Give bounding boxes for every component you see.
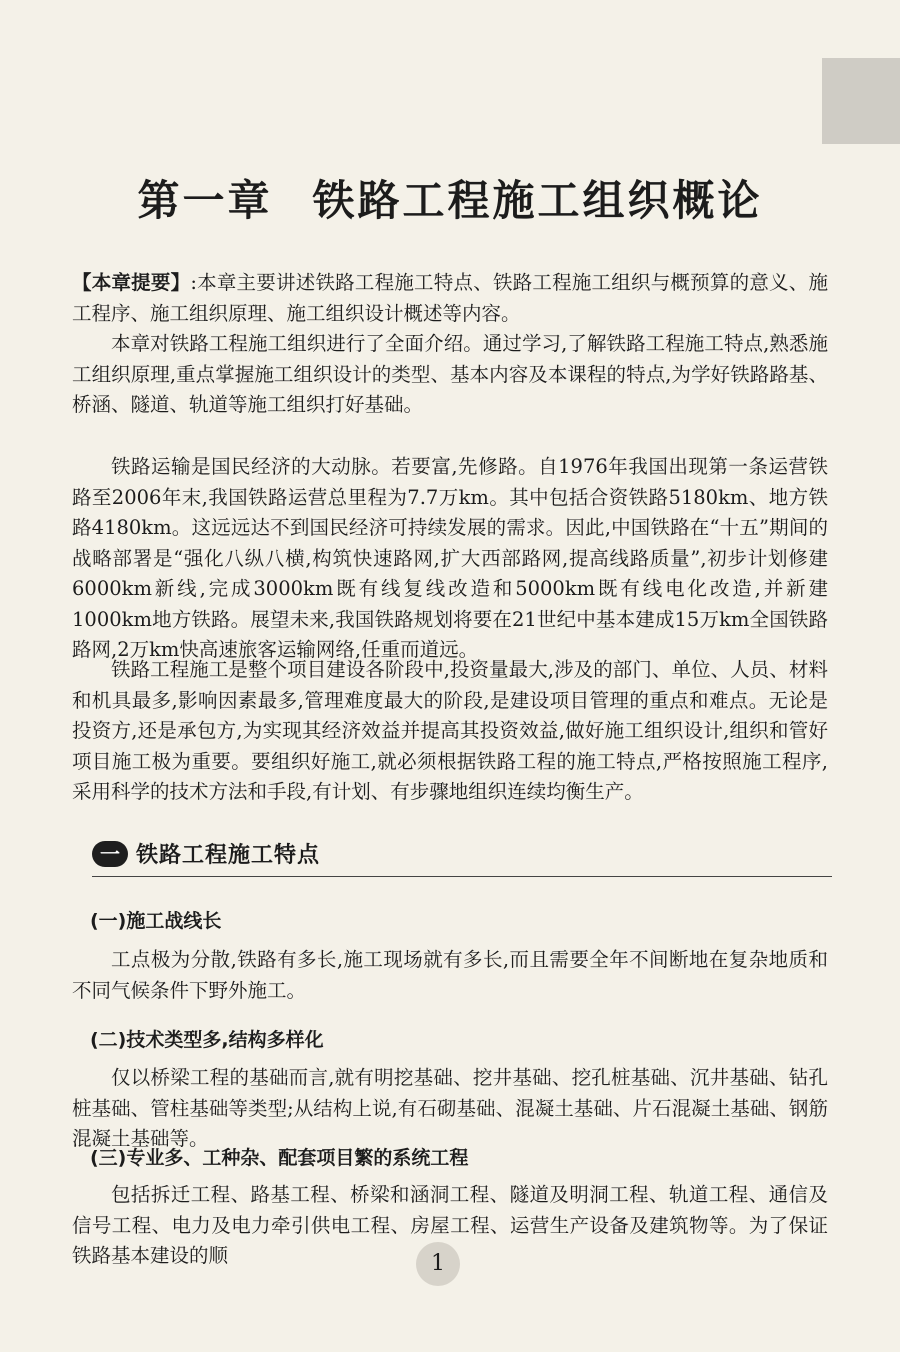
body-paragraph: 铁路工程施工是整个项目建设各阶段中,投资量最大,涉及的部门、单位、人员、材料和机具最多,影响因素最多,管理难度最大的阶段,是建设项目管理的重点和难点。无论是投资方,还是承包方,为实现其经济效益并提高其投资效益,做好施工组织设计,组织和管好项目施工极为重要。要组织好施工,就必须根据铁路工程的施工特点,严格按照施工程序,采用科学的技术方法和手段,有计划、有步骤地组织连续均衡生产。 (72, 658, 828, 803)
subsection-text: 包括拆迁工程、路基工程、桥梁和涵洞工程、隧道及明洞工程、轨道工程、通信及信号工程、电力及电力牵引供电工程、房屋工程、运营生产设备及建筑物等。为了保证铁路基本建设的顺 (72, 1183, 828, 1267)
chapter-summary (72, 268, 828, 329)
subsection-text: 工点极为分散,铁路有多长,施工现场就有多长,而且需要全年不间断地在复杂地质和不同气候条件下野外施工。 (72, 948, 828, 1002)
summary-label: 【本章提要】 (72, 271, 191, 294)
chapter-name: 铁路工程施工组织概论 (312, 176, 763, 225)
page-number: 1 (416, 1242, 460, 1286)
subsection-text: 仅以桥梁工程的基础而言,就有明挖基础、挖井基础、挖孔桩基础、沉井基础、钻孔桩基础、管柱基础等类型;从结构上说,有石砌基础、混凝土基础、片石混凝土基础、钢筋混凝土基础等。 (72, 1066, 828, 1150)
chapter-number: 第一章 (137, 176, 273, 225)
body-paragraph: 铁路运输是国民经济的大动脉。若要富,先修路。自1976年我国出现第一条运营铁路至2006年末,我国铁路运营总里程为7.7万km。其中包括合资铁路5180km、地方铁路4180km。这远远达不到国民经济可持续发展的需求。因此,中国铁路在“十五”期间的战略部署是“强化八纵八横,构筑快速路网,扩大西部路网,提高线路质量”,初步计划修建6000km新线,完成3000km既有线复线改造和5000km既有线电化改造,并新建1000km地方铁路。展望未来,我国铁路规划将要在21世纪中基本建成15万km全国铁路路网,2万km快高速旅客运输网络,任重而道远。 (72, 455, 828, 661)
subsection-heading: (三)专业多、工种杂、配套项目繁的系统工程 (90, 1147, 469, 1169)
summary-text: :本章主要讲述铁路工程施工特点、铁路工程施工组织与概预算的意义、施工程序、施工组织原理、施工组织设计概述等内容。 (72, 271, 828, 325)
subsection-heading: (二)技术类型多,结构多样化 (90, 1029, 324, 1051)
intro-paragraph: 本章对铁路工程施工组织进行了全面介绍。通过学习,了解铁路工程施工特点,熟悉施工组织原理,重点掌握施工组织设计的类型、基本内容及本课程的特点,为学好铁路路基、桥涵、隧道、轨道等施工组织打好基础。 (72, 332, 828, 416)
subsection-heading: (一)施工战线长 (90, 910, 222, 932)
chapter-title (0, 168, 900, 228)
section-title: 铁路工程施工特点 (136, 843, 321, 868)
section-heading (92, 836, 832, 877)
section-marker: 一 (92, 841, 128, 867)
